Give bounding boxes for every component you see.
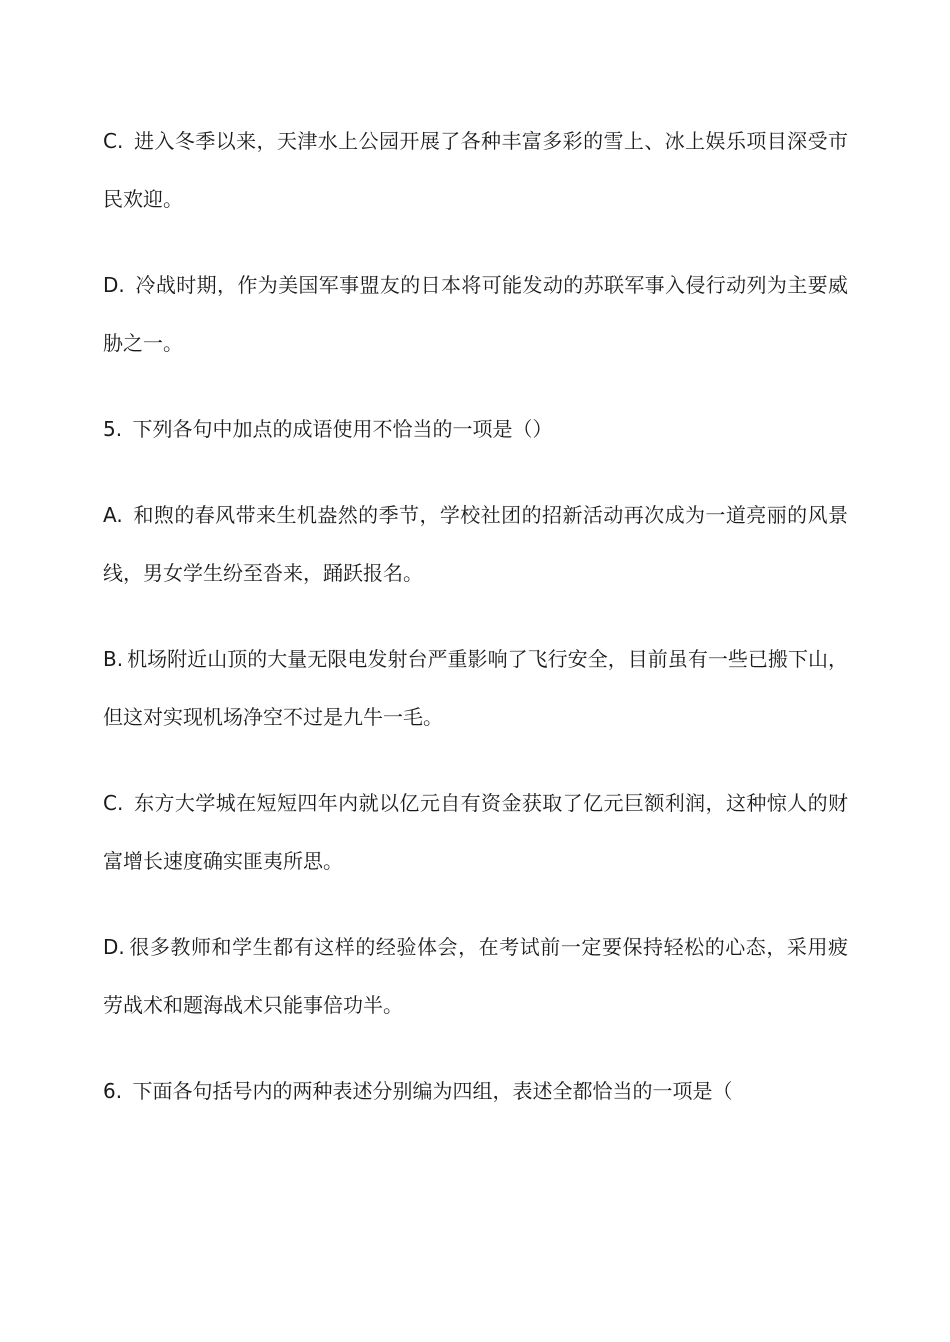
question-number: 6. [103,1079,123,1103]
option-text: 机场附近山顶的大量无限电发射台严重影响了飞行安全，目前虽有一些已搬下山，但这对实现机场净空不过是九牛一毛。 [103,647,848,729]
question-6 [103,1062,848,1120]
question-text: 下面各句括号内的两种表述分别编为四组，表述全都恰当的一项是（ [126,1079,733,1103]
option-text: 和煦的春风带来生机盎然的季节，学校社团的招新活动再次成为一道亮丽的风景线，男女学生纷至沓来，踊跃报名。 [103,503,848,585]
option-label: A. [103,503,123,527]
option-text: 冷战时期，作为美国军事盟友的日本将可能发动的苏联军事入侵行动列为主要威胁之一。 [103,273,848,355]
option-text: 很多教师和学生都有这样的经验体会，在考试前一定要保持轻松的心态，采用疲劳战术和题海战术只能事倍功半。 [103,935,848,1017]
option-d-paragraph [103,256,848,372]
option-c-paragraph [103,112,848,228]
option-label: C. [103,129,124,153]
option-label: D. [103,273,125,297]
question-number: 5. [103,417,123,441]
option-b-paragraph [103,630,848,746]
option-d-paragraph [103,918,848,1034]
question-5 [103,400,848,458]
question-text: 下列各句中加点的成语使用不恰当的一项是（） [126,417,553,441]
option-label: D. [103,935,125,959]
option-label: C. [103,791,124,815]
option-c-paragraph [103,774,848,890]
option-text: 进入冬季以来，天津水上公园开展了各种丰富多彩的雪上、冰上娱乐项目深受市民欢迎。 [103,129,848,211]
option-a-paragraph [103,486,848,602]
option-text: 东方大学城在短短四年内就以亿元自有资金获取了亿元巨额利润，这种惊人的财富增长速度确实匪夷所思。 [103,791,848,873]
option-label: B. [103,647,124,671]
document-page [103,112,848,1148]
